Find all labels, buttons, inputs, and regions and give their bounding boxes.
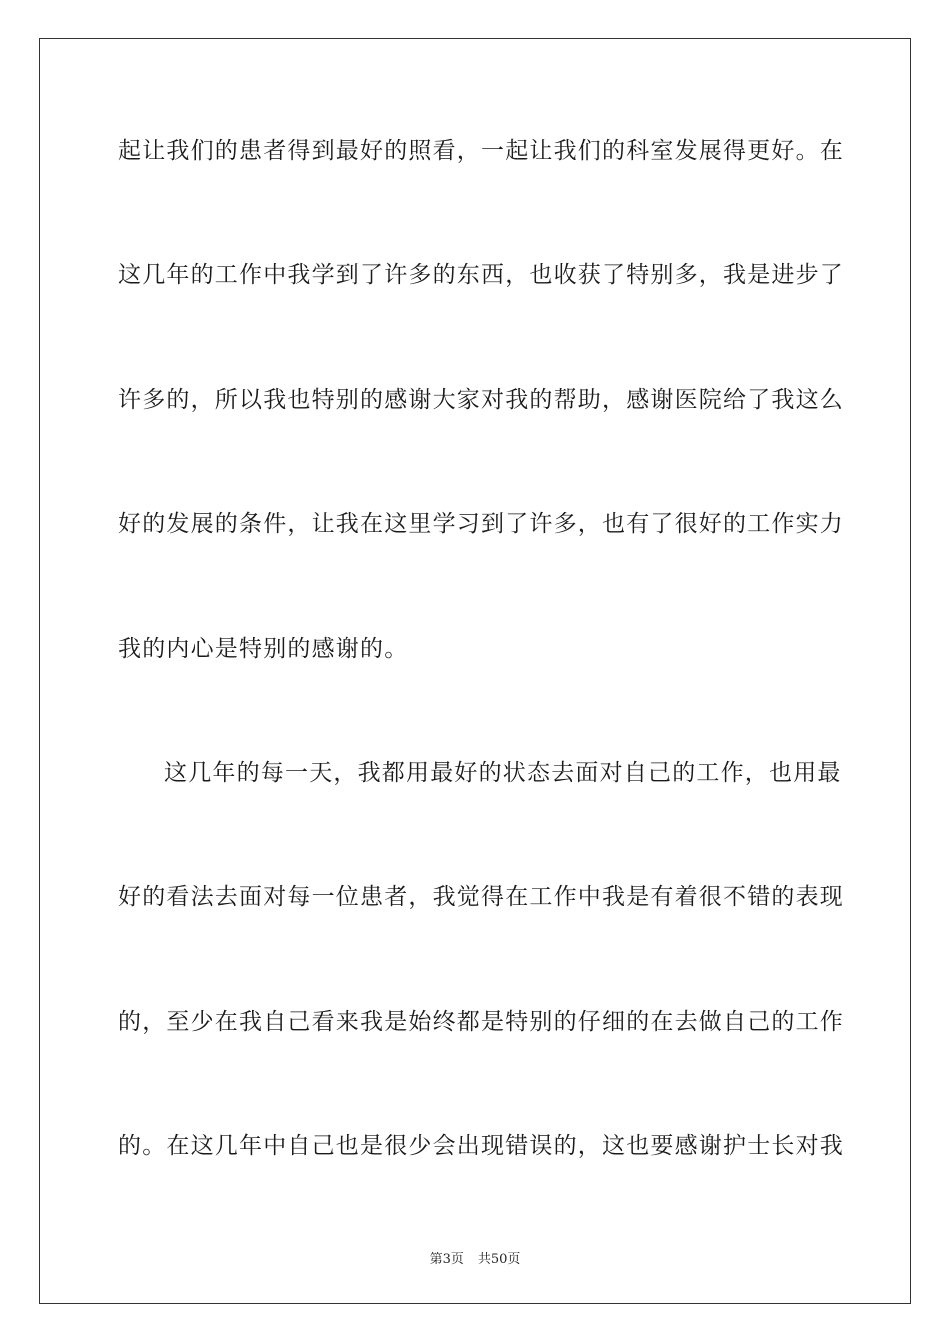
text-line: 我的内心是特别的感谢的。 bbox=[118, 636, 409, 662]
page-border bbox=[39, 38, 911, 1304]
text-line: 好的发展的条件，让我在这里学习到了许多，也有了很好的工作实力 bbox=[118, 511, 844, 537]
page-total: 共50页 bbox=[477, 1252, 521, 1267]
paragraph-start-line: 这几年的每一天，我都用最好的状态去面对自己的工作，也用最 bbox=[164, 760, 842, 786]
text-line: 起让我们的患者得到最好的照看，一起让我们的科室发展得更好。在 bbox=[118, 138, 844, 164]
text-line: 的。在这几年中自己也是很少会出现错误的，这也要感谢护士长对我 bbox=[118, 1133, 844, 1159]
text-line: 这几年的工作中我学到了许多的东西，也收获了特别多，我是进步了 bbox=[118, 262, 844, 288]
text-line: 许多的，所以我也特别的感谢大家对我的帮助，感谢医院给了我这么 bbox=[118, 387, 844, 413]
text-line: 的，至少在我自己看来我是始终都是特别的仔细的在去做自己的工作 bbox=[118, 1009, 844, 1035]
page-number: 第3页 bbox=[429, 1252, 464, 1267]
text-line: 好的看法去面对每一位患者，我觉得在工作中我是有着很不错的表现 bbox=[118, 884, 844, 910]
page-footer bbox=[0, 1248, 950, 1267]
